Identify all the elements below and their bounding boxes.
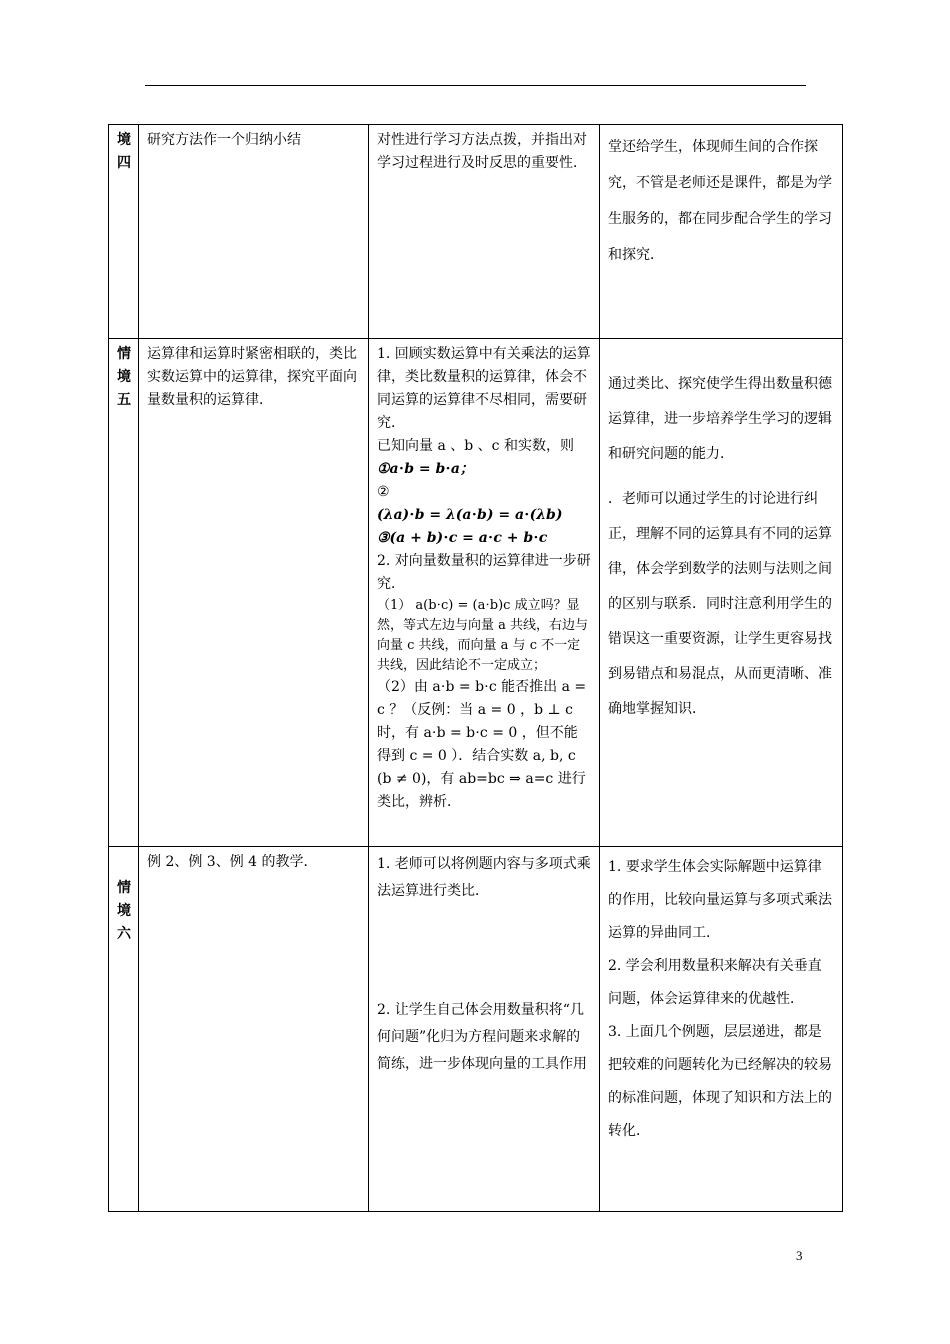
table-row bbox=[109, 339, 843, 847]
cell-text: 研究方法作一个归纳小结 bbox=[147, 132, 301, 148]
known-vectors-text: 已知向量 a 、b 、c 和实数，则 bbox=[377, 438, 574, 454]
purpose-text-1: 1. 要求学生体会实际解题中运算律的作用，比较向量运算与多项式乘法运算的异曲同工． bbox=[608, 859, 832, 941]
page-number: 3 bbox=[796, 1248, 803, 1263]
law-scalar: (λa)⋅b = λ(a⋅b) = a⋅(λb) bbox=[377, 507, 563, 523]
purpose-cell bbox=[600, 847, 843, 1212]
stage-label: 情 境 五 bbox=[109, 339, 139, 847]
design-intent-cell bbox=[139, 339, 369, 847]
purpose-text-1: 通过类比、探究使学生得出数量积德运算律，进一步培养学生学习的逻辑和研究问题的能力． bbox=[608, 376, 832, 462]
header-rule bbox=[145, 85, 806, 86]
cell-text: 运算律和运算时紧密相联的，类比实数运算中的运算律，探究平面向量数量积的运算律． bbox=[147, 346, 357, 408]
purpose-cell bbox=[600, 125, 843, 339]
further-study-text: 2. 对向量数量积的运算律进一步研究． bbox=[377, 553, 591, 592]
cell-text: 例 2、例 3、例 4 的教学． bbox=[147, 854, 318, 870]
stage-label: 情 境 六 bbox=[109, 847, 139, 1212]
activity-text-2: 2. 让学生自己体会用数量积将“几何问题”化归为方程问题来求解的简练，进一步体现向量的工具作用 bbox=[377, 1002, 587, 1072]
question-1: （1） a(b⋅c) = (a⋅b)c 成立吗？显然，等式左边与向量 a 共线，右边与向量 c 共线，而向量 a 与 c 不一定共线，因此结论不一定成立； bbox=[377, 598, 589, 673]
design-intent-cell bbox=[139, 125, 369, 339]
law-distributive: ③(a + b)⋅c = a⋅c + b⋅c bbox=[377, 530, 548, 546]
question-2: （2）由 a⋅b = b⋅c 能否推出 a = c ？（反例：当 a = 0 ，b ⊥ c 时，有 a⋅b = b⋅c = 0 ，但不能得到 c = 0 ）．结合实数 a, b, c (b ≠ 0)，有 ab=bc ⇒ a=c 进行类比，辨析． bbox=[377, 679, 587, 810]
purpose-text-3: 3. 上面几个例题，层层递进，都是把较难的问题转化为已经解决的较易的标准问题，体现了知识和方法上的转化． bbox=[608, 1024, 832, 1139]
teacher-activity-cell bbox=[369, 339, 600, 847]
cell-text: 对性进行学习方法点拨，并指出对学习过程进行及时反思的重要性． bbox=[377, 132, 587, 171]
review-text: 1. 回顾实数运算中有关乘法的运算律，类比数量积的运算律，体会不同运算的运算律不尽相同，需要研究． bbox=[377, 346, 591, 431]
table-row bbox=[109, 847, 843, 1212]
cell-text: 堂还给学生，体现师生间的合作探究，不管是老师还是课件，都是为学生服务的，都在同步配合学生的学习和探究． bbox=[608, 139, 832, 263]
law-commutative: ①a⋅b = b⋅a； bbox=[377, 461, 474, 477]
lesson-plan-table bbox=[108, 124, 843, 1212]
teacher-activity-cell bbox=[369, 847, 600, 1212]
teacher-activity-cell bbox=[369, 125, 600, 339]
table-row bbox=[109, 125, 843, 339]
purpose-text-2: ．老师可以通过学生的讨论进行纠正，理解不同的运算具有不同的运算律，体会学到数学的法则与法则之间的区别与联系．同时注意利用学生的错误这一重要资源，让学生更容易找到易错点和易混点，从而更清晰、准确地掌握知识． bbox=[608, 491, 832, 717]
design-intent-cell bbox=[139, 847, 369, 1212]
purpose-cell bbox=[600, 339, 843, 847]
stage-label: 境 四 bbox=[109, 125, 139, 339]
law-marker: ② bbox=[377, 484, 390, 500]
activity-text-1: 1. 老师可以将例题内容与多项式乘法运算进行类比． bbox=[377, 856, 591, 899]
purpose-text-2: 2. 学会利用数量积来解决有关垂直问题，体会运算律来的优越性． bbox=[608, 958, 822, 1007]
